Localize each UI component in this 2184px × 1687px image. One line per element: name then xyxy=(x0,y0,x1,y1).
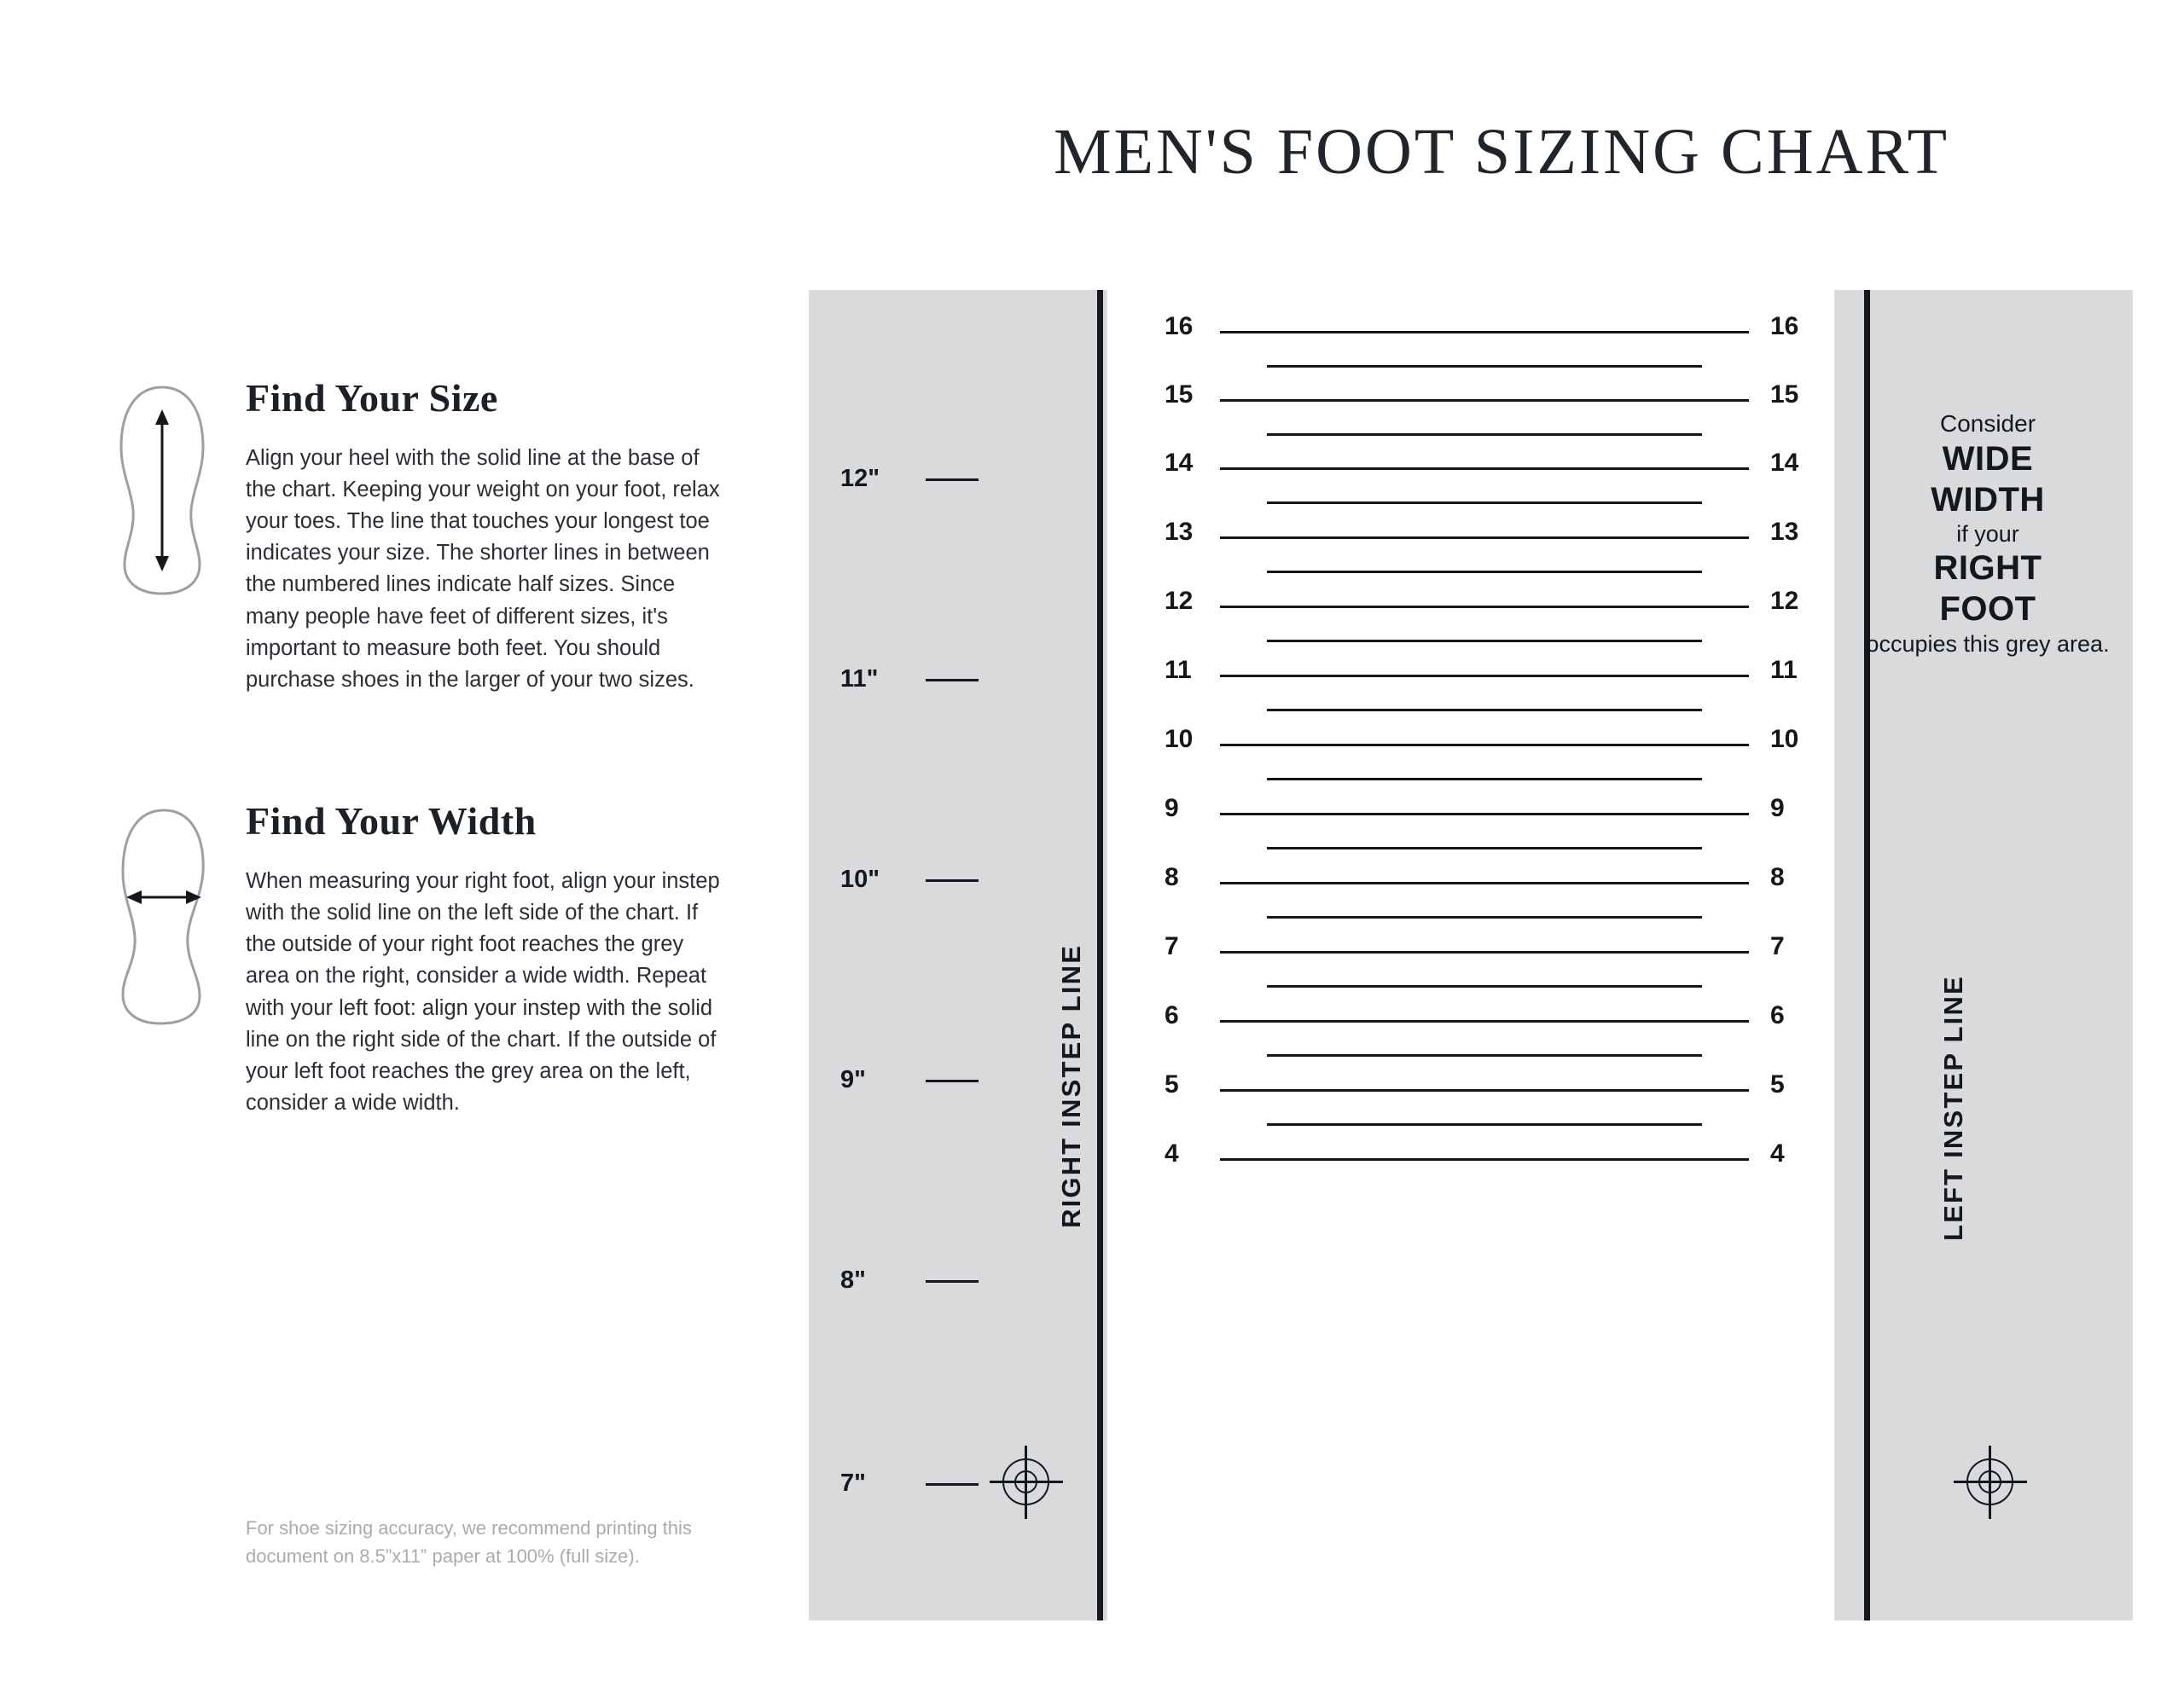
size-label-left: 10 xyxy=(1165,725,1194,753)
footprint-length-icon xyxy=(111,384,213,601)
wide-note-line5: RIGHT xyxy=(1933,548,2042,587)
inch-mark xyxy=(840,665,985,691)
left-instep-label: LEFT INSTEP LINE xyxy=(1938,975,1968,1241)
inch-mark-dash xyxy=(926,1483,979,1486)
inch-mark xyxy=(840,1267,985,1292)
size-label-right: 13 xyxy=(1770,518,1799,546)
size-label-right: 11 xyxy=(1770,656,1798,684)
size-label-left: 12 xyxy=(1165,587,1194,615)
size-line xyxy=(1220,882,1749,884)
size-label-left: 8 xyxy=(1165,863,1179,891)
inch-mark-label: 11" xyxy=(840,665,879,693)
section-body: Align your heel with the solid line at the base of the chart. Keeping your weight on your foot, relax your toes. The line that touches your longest toe indicates your size. The shorter lines in between the numbered lines indicate half sizes. Since many people have feet of different sizes, it's important to measure both feet. You should purchase shoes in the larger of your two sizes. xyxy=(246,445,720,693)
size-line xyxy=(1220,399,1749,402)
right-instep-label: RIGHT INSTEP LINE xyxy=(1056,943,1086,1228)
size-line xyxy=(1220,1158,1749,1161)
size-label-right: 9 xyxy=(1770,794,1785,822)
inch-mark-label: 10" xyxy=(840,866,880,893)
inch-mark-label: 12" xyxy=(840,465,880,492)
section-body: When measuring your right foot, align your instep with the solid line on the left side of the chart. If the outside of your right foot reaches the grey area on the right, consider a wide width. Repeat with your left foot: align your instep with the solid line on the right side of the chart. If the outside of your left foot reaches the grey area on the left, consider a wide width. xyxy=(246,868,720,1116)
registration-target-icon xyxy=(990,1446,1063,1519)
size-label-left: 13 xyxy=(1165,518,1194,546)
size-line xyxy=(1220,536,1749,539)
size-line xyxy=(1220,951,1749,954)
inch-mark xyxy=(840,465,985,490)
wide-note-line3: WIDTH xyxy=(1931,480,2045,519)
section-heading: Find Your Size xyxy=(246,376,498,420)
size-label-right: 4 xyxy=(1770,1139,1785,1168)
size-line xyxy=(1220,606,1749,608)
size-line xyxy=(1220,1089,1749,1092)
inch-mark-label: 9" xyxy=(840,1066,866,1093)
size-label-left: 6 xyxy=(1165,1001,1179,1029)
size-label-left: 15 xyxy=(1165,380,1194,409)
size-label-left: 16 xyxy=(1165,312,1194,340)
wide-note-line6: FOOT xyxy=(1939,589,2036,628)
page-title: MEN'S FOOT SIZING CHART xyxy=(1053,116,1950,188)
size-label-right: 7 xyxy=(1770,932,1785,960)
size-label-right: 15 xyxy=(1770,380,1799,409)
inch-mark-dash xyxy=(926,478,979,481)
size-label-right: 16 xyxy=(1770,312,1799,340)
size-label-right: 14 xyxy=(1770,449,1799,477)
size-label-left: 9 xyxy=(1165,794,1179,822)
half-size-line xyxy=(1267,571,1702,573)
half-size-line xyxy=(1267,1123,1702,1126)
wide-note-line2: WIDE xyxy=(1942,439,2034,478)
half-size-line xyxy=(1267,778,1702,780)
half-size-line xyxy=(1267,709,1702,711)
half-size-line xyxy=(1267,847,1702,849)
inch-mark xyxy=(840,1470,985,1495)
right-instep-line xyxy=(1097,290,1103,1620)
inch-mark-label: 8" xyxy=(840,1267,866,1294)
size-label-left: 4 xyxy=(1165,1139,1179,1168)
footprint-width-icon xyxy=(111,807,213,1033)
half-size-line xyxy=(1267,1054,1702,1057)
size-label-right: 12 xyxy=(1770,587,1799,615)
size-label-left: 7 xyxy=(1165,932,1179,960)
size-label-right: 10 xyxy=(1770,725,1799,753)
wide-note-line1: Consider xyxy=(1939,410,2036,437)
instructions-column xyxy=(111,375,759,1171)
size-line xyxy=(1220,744,1749,746)
size-line xyxy=(1220,331,1749,333)
size-label-right: 8 xyxy=(1770,863,1785,891)
wide-width-note xyxy=(1860,409,2116,659)
size-label-left: 11 xyxy=(1165,656,1192,684)
inch-mark-dash xyxy=(926,679,979,681)
half-size-line xyxy=(1267,501,1702,504)
half-size-line xyxy=(1267,640,1702,642)
half-size-line xyxy=(1267,985,1702,988)
wide-note-line7: occupies this grey area. xyxy=(1866,630,2110,657)
registration-target-icon xyxy=(1954,1446,2027,1519)
inch-mark xyxy=(840,866,985,891)
inch-mark-label: 7" xyxy=(840,1470,866,1497)
inch-mark-dash xyxy=(926,1280,979,1283)
size-line xyxy=(1220,1020,1749,1023)
size-line xyxy=(1220,467,1749,470)
size-line xyxy=(1220,813,1749,815)
wide-note-line4: if your xyxy=(1956,520,2019,547)
inch-mark xyxy=(840,1066,985,1092)
size-label-left: 14 xyxy=(1165,449,1194,477)
printing-footnote: For shoe sizing accuracy, we recommend printing this document on 8.5”x11” paper at 100% (full size). xyxy=(246,1517,692,1567)
section-heading: Find Your Width xyxy=(246,799,537,844)
half-size-line xyxy=(1267,916,1702,919)
size-line xyxy=(1220,675,1749,677)
find-your-size-section xyxy=(111,375,759,696)
half-size-line xyxy=(1267,365,1702,368)
inch-mark-dash xyxy=(926,1080,979,1082)
size-label-left: 5 xyxy=(1165,1070,1179,1099)
inch-mark-dash xyxy=(926,879,979,882)
find-your-width-section xyxy=(111,798,759,1119)
size-label-right: 5 xyxy=(1770,1070,1785,1099)
size-label-right: 6 xyxy=(1770,1001,1785,1029)
half-size-line xyxy=(1267,433,1702,436)
